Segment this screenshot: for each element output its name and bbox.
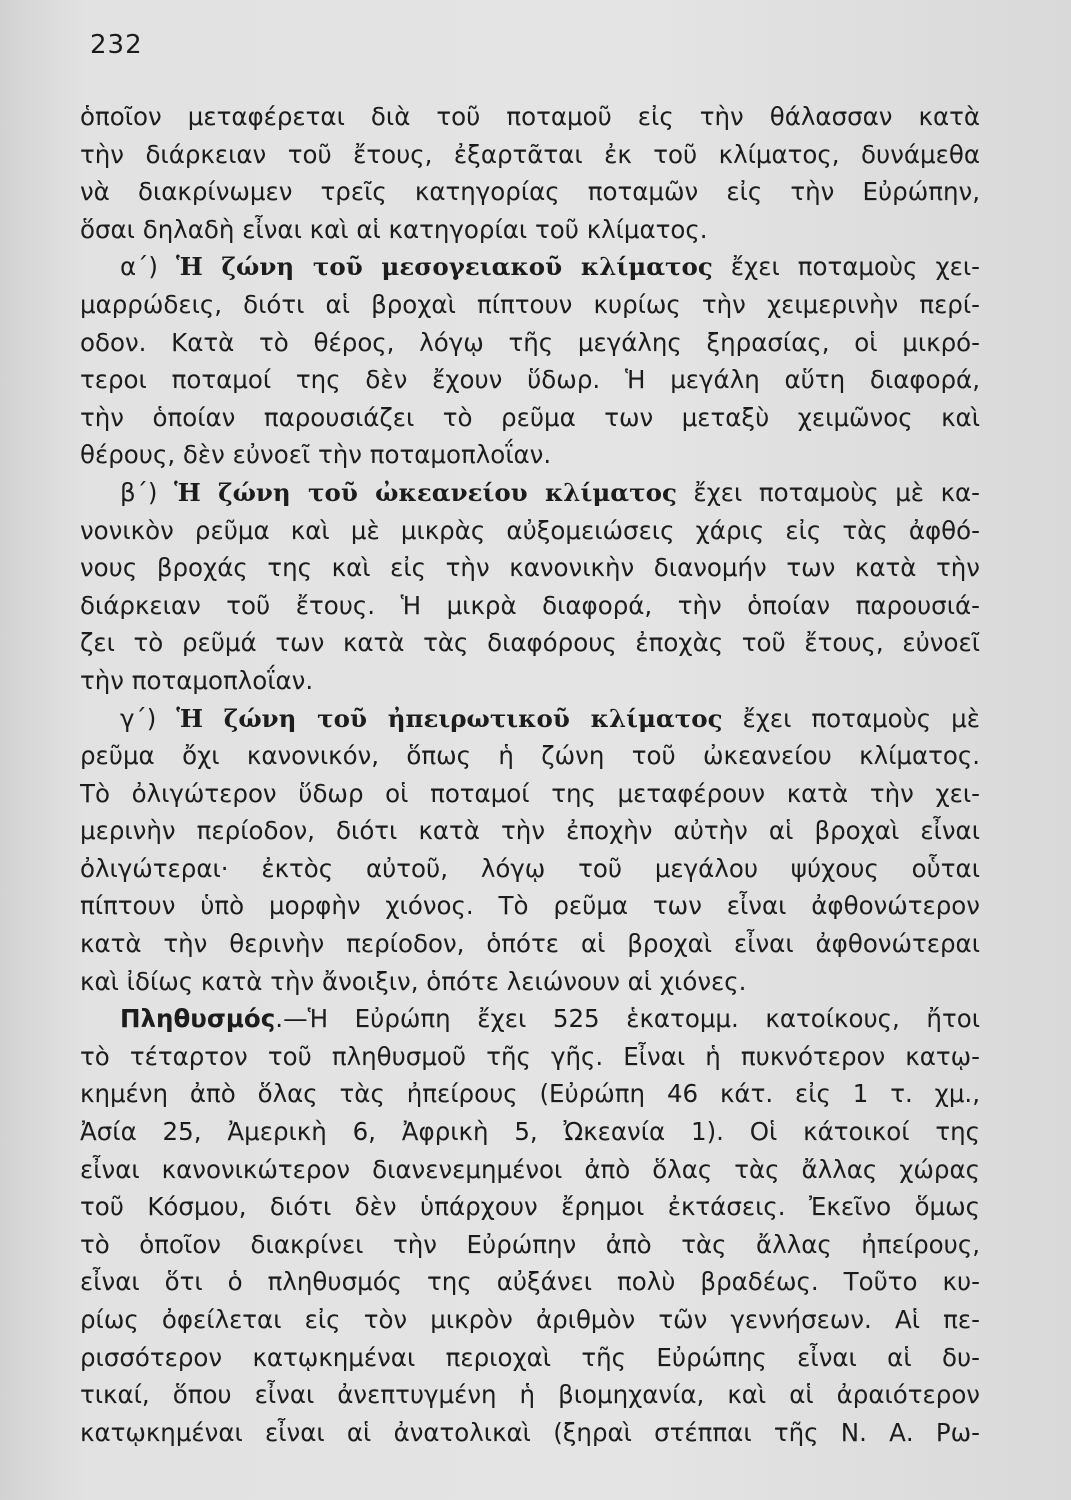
text-line: [80, 324, 980, 362]
text-line: [80, 361, 980, 399]
page-number: 232: [90, 30, 143, 60]
text-line: [80, 700, 980, 738]
line-text: κατὰ τὴν θερινὴν περίοδον, ὁπότε αἱ βροχαὶ εἶναι ἀφθονώτεραι: [80, 929, 980, 959]
line-text: ὀλιγώτεραι· ἐκτὸς αὐτοῦ, λόγῳ τοῦ μεγάλου ψύχους οὗται: [80, 853, 980, 883]
line-text: ἔχει ποταμοὺς μὲ: [722, 703, 980, 733]
line-text: μερινὴν περίοδον, διότι κατὰ τὴν ἐποχὴν αὐτὴν αἱ βροχαὶ εἶναι: [80, 816, 980, 846]
line-text: Ἀσία 25, Ἀμερικὴ 6, Ἀφρικὴ 5, Ὠκεανία 1). Οἱ κάτοικοί της: [80, 1117, 980, 1147]
line-text: ρίως ὀφείλεται εἰς τὸν μικρὸν ἀριθμὸν τῶν γεννήσεων. Αἱ πε-: [80, 1305, 980, 1334]
line-text: νους βροχάς της καὶ εἰς τὴν κανονικὴν διανομήν των κατὰ τὴν: [80, 553, 980, 583]
body-text: [80, 98, 980, 1451]
section-heading: Ἡ ζώνη τοῦ ἠπειρωτικοῦ κλίματος: [176, 703, 723, 733]
text-line: [80, 963, 980, 1001]
line-text: κατῳκημέναι εἶναι αἱ ἀνατολικαὶ (ξηραὶ στέππαι τῆς Ν. Α. Ρω-: [80, 1417, 980, 1447]
text-line: [80, 1301, 980, 1339]
text-line: [80, 474, 980, 512]
text-line: [80, 1414, 980, 1452]
line-text: εἶναι κανονικώτερον διανενεμημένοι ἀπὸ ὅλας τὰς ἄλλας χώρας: [80, 1154, 980, 1184]
line-text: καὶ ἰδίως κατὰ τὴν ἄνοιξιν, ὁπότε λειώνουν αἱ χιόνες.: [80, 966, 747, 996]
line-text: τὴν ὁποίαν παρουσιάζει τὸ ρεῦμα των μεταξὺ χειμῶνος καὶ: [80, 402, 980, 432]
text-line: [80, 248, 980, 286]
line-text: κημένη ἀπὸ ὅλας τὰς ἠπείρους (Εὐρώπη 46 κάτ. εἰς 1 τ. χμ.,: [80, 1079, 980, 1109]
text-line: [80, 1075, 980, 1113]
text-line: [80, 211, 980, 249]
list-marker: β΄): [120, 477, 174, 507]
line-text: ρεῦμα ὄχι κανονικόν, ὅπως ἡ ζώνη τοῦ ὠκεανείου κλίματος.: [80, 741, 980, 771]
text-line: [80, 624, 980, 662]
text-line: [80, 850, 980, 888]
line-text: μαρρώδεις, διότι αἱ βροχαὶ πίπτουν κυρίως τὴν χειμερινὴν περί-: [80, 289, 980, 319]
line-text: τὸ ὁποῖον διακρίνει τὴν Εὐρώπην ἀπὸ τὰς ἄλλας ἠπείρους,: [80, 1229, 980, 1259]
line-text: τεροι ποταμοί της δὲν ἔχουν ὕδωρ. Ἡ μεγάλη αὕτη διαφορά,: [80, 365, 980, 395]
line-text: Τὸ ὀλιγώτερον ὕδωρ οἱ ποταμοί της μεταφέρουν κατὰ τὴν χει-: [80, 778, 980, 808]
text-line: [80, 925, 980, 963]
text-line: [80, 1263, 980, 1301]
line-text: ζει τὸ ρεῦμά των κατὰ τὰς διαφόρους ἐποχὰς τοῦ ἔτους, εὐνοεῖ: [80, 628, 980, 658]
text-line: [80, 812, 980, 850]
line-text: ἔχει ποταμοὺς μὲ κα-: [676, 477, 980, 507]
text-line: [80, 436, 980, 474]
line-text: τικαί, ὅπου εἶναι ἀνεπτυγμένη ἡ βιομηχανία, καὶ αἱ ἀραιότερον: [80, 1380, 980, 1410]
list-marker: γ΄): [120, 703, 177, 733]
text-line: [80, 662, 980, 700]
text-line: [80, 1000, 980, 1038]
line-text: νονικὸν ρεῦμα καὶ μὲ μικρὰς αὐξομειώσεις χάρις εἰς τὰς ἀφθό-: [80, 515, 980, 545]
section-heading: Ἡ ζώνη τοῦ ὠκεανείου κλίματος: [174, 477, 677, 507]
line-text: τὴν ποταμοπλοΐαν.: [80, 665, 314, 695]
text-line: [80, 1113, 980, 1151]
text-line: [80, 136, 980, 174]
line-text: διάρκειαν τοῦ ἔτους. Ἡ μικρὰ διαφορά, τὴν ὁποίαν παρουσιά-: [80, 590, 980, 620]
text-line: [80, 98, 980, 136]
line-text: ὅσαι δηλαδὴ εἶναι καὶ αἱ κατηγορίαι τοῦ κλίματος.: [80, 214, 708, 244]
text-line: [80, 775, 980, 813]
line-text: ὁποῖον μεταφέρεται διὰ τοῦ ποταμοῦ εἰς τὴν θάλασσαν κατὰ: [80, 102, 980, 131]
text-line: [80, 1339, 980, 1377]
text-line: [80, 1226, 980, 1264]
text-line: [80, 1188, 980, 1226]
text-line: [80, 549, 980, 587]
line-text: πίπτουν ὑπὸ μορφὴν χιόνος. Τὸ ρεῦμα των εἶναι ἀφθονώτερον: [80, 891, 980, 921]
text-line: [80, 1038, 980, 1076]
section-heading: Ἡ ζώνη τοῦ μεσογειακοῦ κλίματος: [175, 252, 713, 282]
line-text: νὰ διακρίνωμεν τρεῖς κατηγορίας ποταμῶν εἰς τὴν Εὐρώπην,: [80, 177, 980, 207]
line-text: θέρους, δὲν εὐνοεῖ τὴν ποταμοπλοΐαν.: [80, 440, 552, 470]
text-line: [80, 512, 980, 550]
line-text: .—Ἡ Εὐρώπη ἔχει 525 ἑκατομμ. κατοίκους, ἤτοι: [275, 1004, 980, 1034]
text-line: [80, 887, 980, 925]
text-line: [80, 587, 980, 625]
text-line: [80, 737, 980, 775]
line-text: τὸ τέταρτον τοῦ πληθυσμοῦ τῆς γῆς. Εἶναι ἡ πυκνότερον κατῳ-: [80, 1041, 980, 1071]
line-text: τὴν διάρκειαν τοῦ ἔτους, ἐξαρτᾶται ἐκ τοῦ κλίματος, δυνάμεθα: [80, 139, 980, 169]
line-text: τοῦ Κόσμου, διότι δὲν ὑπάρχουν ἔρημοι ἐκτάσεις. Ἐκεῖνο ὅμως: [80, 1192, 980, 1222]
text-line: [80, 1376, 980, 1414]
line-text: ἔχει ποταμοὺς χει-: [712, 252, 980, 282]
text-line: [80, 286, 980, 324]
section-title: Πληθυσμός: [120, 1004, 276, 1034]
line-text: εἶναι ὅτι ὁ πληθυσμός της αὐξάνει πολὺ βραδέως. Τοῦτο κυ-: [80, 1267, 980, 1297]
line-text: οδον. Κατὰ τὸ θέρος, λόγῳ τῆς μεγάλης ξηρασίας, οἱ μικρό-: [80, 327, 980, 357]
list-marker: α΄): [120, 252, 176, 282]
text-line: [80, 173, 980, 211]
text-line: [80, 1151, 980, 1189]
text-line: [80, 399, 980, 437]
line-text: ρισσότερον κατῳκημέναι περιοχαὶ τῆς Εὐρώπης εἶναι αἱ δυ-: [80, 1342, 980, 1372]
